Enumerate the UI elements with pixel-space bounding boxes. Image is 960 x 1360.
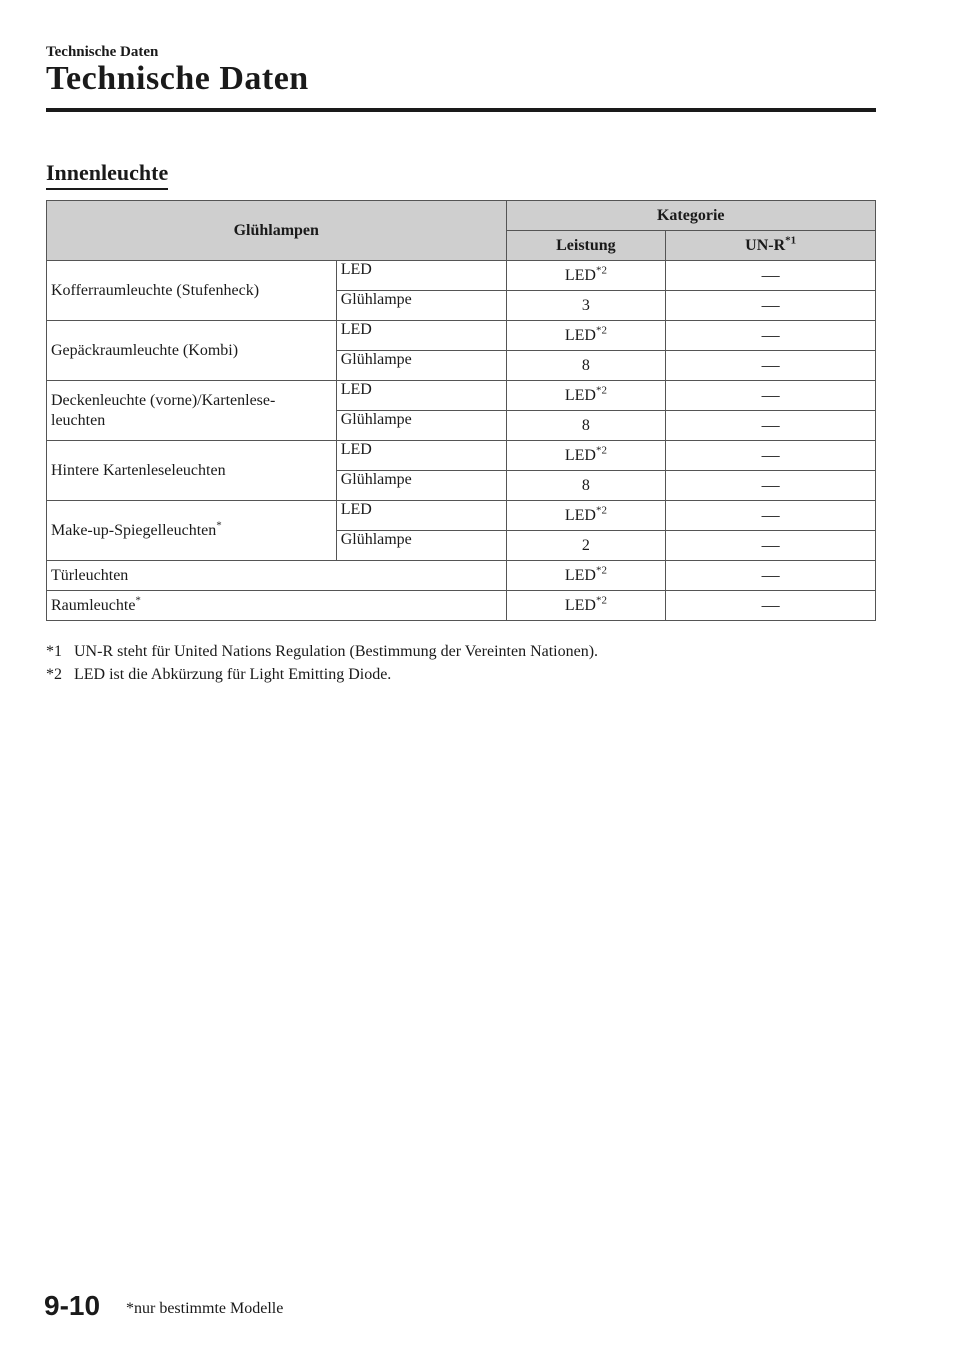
lamp-name — [47, 591, 507, 621]
lamp-unr: — — [666, 381, 876, 411]
lamp-power — [506, 261, 666, 291]
lamp-unr: — — [666, 471, 876, 501]
table-row — [47, 381, 876, 411]
footnote-text: LED ist die Abkürzung für Light Emitting Diode. — [74, 666, 392, 683]
lamp-unr: — — [666, 591, 876, 621]
lamp-name-text: Deckenleuchte (vorne)/Kartenlese- leuchten — [51, 391, 276, 429]
lamp-unr: — — [666, 441, 876, 471]
header-category: Kategorie — [506, 201, 876, 231]
lamp-power-footnote-mark: *2 — [595, 384, 607, 397]
lamp-unr: — — [666, 501, 876, 531]
lamp-power — [506, 531, 666, 561]
header-unr — [666, 231, 876, 261]
lamp-power — [506, 501, 666, 531]
lamp-type: Glühlampe — [336, 411, 506, 441]
lamp-unr: — — [666, 321, 876, 351]
lamp-unr: — — [666, 291, 876, 321]
header-power: Leistung — [506, 231, 666, 261]
table-row — [47, 591, 876, 621]
lamp-power — [506, 471, 666, 501]
lamp-power-footnote-mark: *2 — [595, 564, 607, 577]
lamp-type: Glühlampe — [336, 291, 506, 321]
lamp-name-text: Hintere Kartenleseleuchten — [51, 461, 226, 479]
lamp-name-text: Türleuchten — [51, 566, 129, 584]
lamp-name-text: Make-up-Spiegelleuchten — [51, 521, 217, 539]
header-unr-label: UN-R — [745, 236, 786, 254]
lamp-type: LED — [336, 381, 506, 411]
lamp-power — [506, 291, 666, 321]
lamp-unr: — — [666, 351, 876, 381]
page-title: Technische Daten — [46, 60, 309, 97]
footnote-text: UN-R steht für United Nations Regulation (Bestimmung der Vereinten Nationen). — [74, 643, 599, 660]
lamp-type: Glühlampe — [336, 351, 506, 381]
lamp-power — [506, 321, 666, 351]
header-unr-footnote-mark: *1 — [785, 234, 797, 247]
lamp-power-footnote-mark: *2 — [595, 594, 607, 607]
footnote — [46, 663, 598, 686]
footnote — [46, 640, 598, 663]
page-number: 9-10 — [44, 1290, 101, 1321]
table-row — [47, 501, 876, 531]
table-row — [47, 441, 876, 471]
lamp-power-text: 3 — [581, 296, 590, 314]
lamp-power-text: LED — [564, 446, 596, 464]
lamp-power — [506, 561, 666, 591]
table-row — [47, 561, 876, 591]
lamp-power — [506, 381, 666, 411]
model-note: *nur bestimmte Modelle — [126, 1300, 284, 1317]
lamp-power-text: LED — [564, 596, 596, 614]
lamp-power-text: 8 — [581, 356, 590, 374]
lamp-name-footnote-mark: * — [135, 594, 141, 607]
lamp-name — [47, 381, 337, 441]
lamp-power-footnote-mark: *2 — [595, 264, 607, 277]
lamp-power — [506, 441, 666, 471]
lamp-power — [506, 351, 666, 381]
lamp-unr: — — [666, 261, 876, 291]
lamp-power-text: LED — [564, 386, 596, 404]
lamp-power-text: 2 — [581, 536, 590, 554]
lamp-name — [47, 441, 337, 501]
lamp-power — [506, 411, 666, 441]
lamp-name-text: Kofferraumleuchte (Stufenheck) — [51, 281, 260, 299]
section-title: Innenleuchte — [46, 160, 168, 190]
table-row — [47, 261, 876, 291]
interior-lights-table — [46, 200, 876, 621]
lamp-power-text: LED — [564, 506, 596, 524]
lamp-power-footnote-mark: *2 — [595, 324, 607, 337]
lamp-unr: — — [666, 411, 876, 441]
lamp-power-text: 8 — [581, 416, 590, 434]
lamp-power-footnote-mark: *2 — [595, 504, 607, 517]
running-head: Technische Daten — [46, 44, 159, 60]
lamp-name — [47, 501, 337, 561]
footnote-mark: *2 — [46, 666, 62, 683]
lamp-name-text: Raumleuchte — [51, 596, 136, 614]
lamp-power — [506, 591, 666, 621]
lamp-name — [47, 261, 337, 321]
lamp-type: Glühlampe — [336, 531, 506, 561]
lamp-type: LED — [336, 321, 506, 351]
table-row — [47, 321, 876, 351]
lamp-name — [47, 561, 507, 591]
lamp-power-text: LED — [564, 326, 596, 344]
title-rule — [46, 108, 876, 112]
lamp-name-text: Gepäckraumleuchte (Kombi) — [51, 341, 239, 359]
lamp-type: Glühlampe — [336, 471, 506, 501]
lamp-name-footnote-mark: * — [216, 519, 222, 532]
footnote-mark: *1 — [46, 643, 62, 660]
lamp-unr: — — [666, 561, 876, 591]
header-bulbs: Glühlampen — [47, 201, 507, 261]
lamp-type: LED — [336, 501, 506, 531]
lamp-power-text: LED — [564, 566, 596, 584]
lamp-power-footnote-mark: *2 — [595, 444, 607, 457]
lamp-type: LED — [336, 441, 506, 471]
lamp-name — [47, 321, 337, 381]
footnotes — [46, 640, 598, 686]
table-body — [47, 261, 876, 621]
lamp-power-text: LED — [564, 266, 596, 284]
lamp-type: LED — [336, 261, 506, 291]
lamp-unr: — — [666, 531, 876, 561]
lamp-power-text: 8 — [581, 476, 590, 494]
